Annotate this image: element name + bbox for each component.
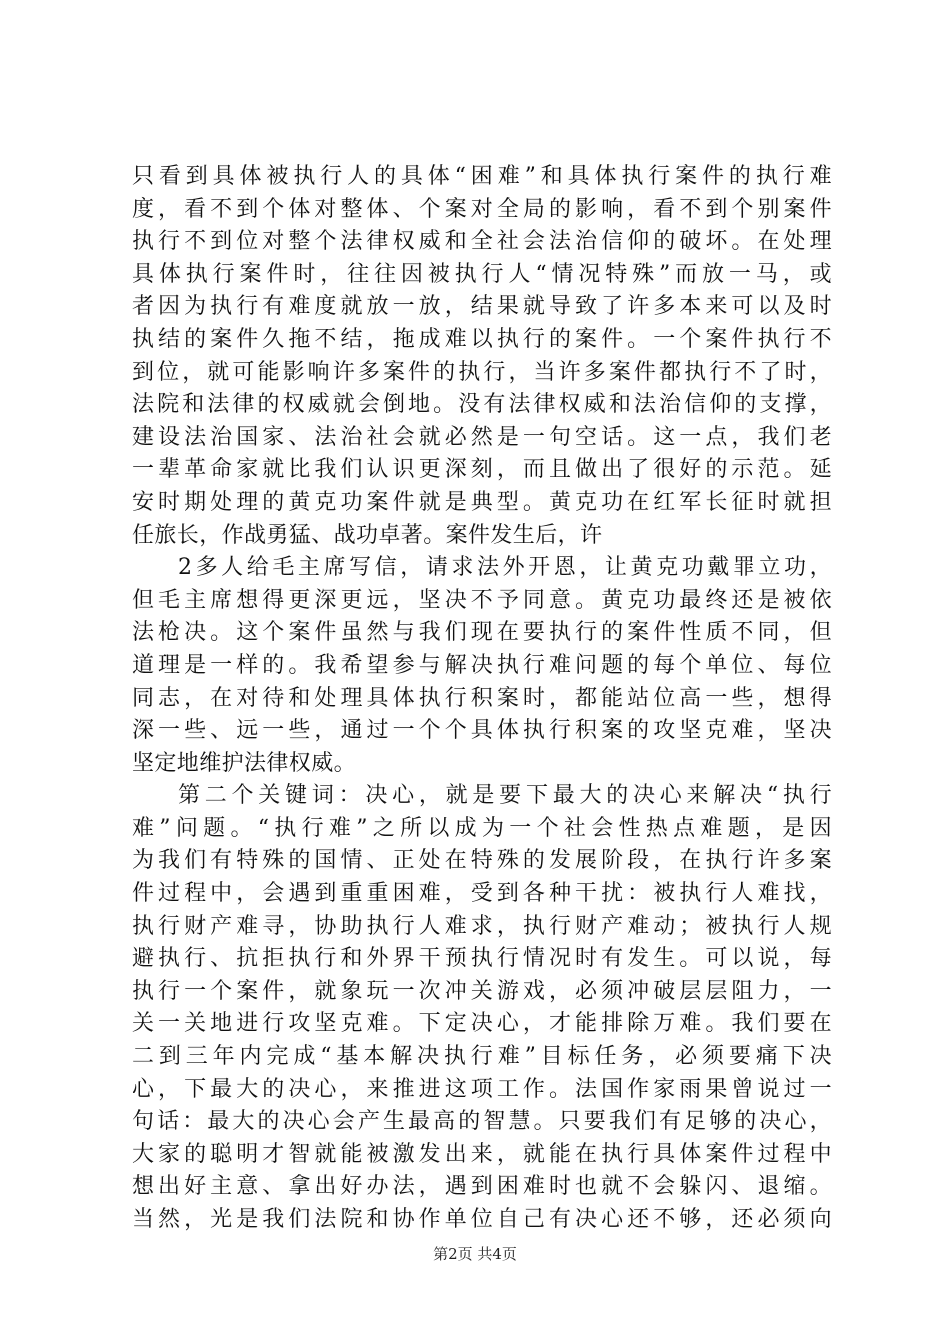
text-line: 任旅长，作战勇猛、战功卓著。案件发生后，许 bbox=[132, 522, 603, 548]
text-line: 第二个关键词：决心，就是要下最大的决心来解决“执行 bbox=[178, 783, 832, 809]
text-line: 大家的聪明才智就能被激发出来，就能在执行具体案件过程中 bbox=[132, 1141, 832, 1167]
text-line: 法枪决。这个案件虽然与我们现在要执行的案件性质不同，但 bbox=[132, 620, 832, 646]
text-line: 法院和法律的权威就会倒地。没有法律权威和法治信仰的支撑， bbox=[132, 392, 832, 418]
text-line: 具体执行案件时，往往因被执行人“情况特殊”而放一马，或 bbox=[132, 261, 832, 287]
text-line: 度，看不到个体对整体、个案对全局的影响，看不到个别案件 bbox=[132, 196, 832, 222]
text-line: 避执行、抗拒执行和外界干预执行情况时有发生。可以说，每 bbox=[132, 946, 832, 972]
text-line: 心，下最大的决心，来推进这项工作。法国作家雨果曾说过一 bbox=[132, 1076, 832, 1102]
text-line: 深一些、远一些，通过一个个具体执行积案的攻坚克难，坚决 bbox=[132, 718, 832, 744]
text-line: 执行财产难寻，协助执行人难求，执行财产难动；被执行人规 bbox=[132, 913, 832, 939]
text-line: 者因为执行有难度就放一放，结果就导致了许多本来可以及时 bbox=[132, 294, 832, 320]
text-line: 想出好主意、拿出好办法，遇到困难时也就不会躲闪、退缩。 bbox=[132, 1174, 832, 1200]
text-line: 2多人给毛主席写信，请求法外开恩，让黄克功戴罪立功， bbox=[178, 555, 832, 581]
text-line: 件过程中，会遇到重重困难，受到各种干扰：被执行人难找， bbox=[132, 881, 832, 907]
text-line: 但毛主席想得更深更远，坚决不予同意。黄克功最终还是被依 bbox=[132, 587, 832, 613]
text-line: 坚定地维护法律权威。 bbox=[132, 750, 357, 776]
text-line: 为我们有特殊的国情、正处在特殊的发展阶段，在执行许多案 bbox=[132, 848, 832, 874]
text-line: 执行一个案件，就象玩一次冲关游戏，必须冲破层层阻力，一 bbox=[132, 978, 832, 1004]
text-line: 道理是一样的。我希望参与解决执行难问题的每个单位、每位 bbox=[132, 652, 832, 678]
page-footer: 第2页 共4页 bbox=[433, 1245, 517, 1263]
text-line: 到位，就可能影响许多案件的执行，当许多案件都执行不了时， bbox=[132, 359, 832, 385]
text-line: 执行不到位对整个法律权威和全社会法治信仰的破坏。在处理 bbox=[132, 229, 832, 255]
text-line: 一辈革命家就比我们认识更深刻，而且做出了很好的示范。延 bbox=[132, 457, 832, 483]
text-line: 只看到具体被执行人的具体“困难”和具体执行案件的执行难 bbox=[132, 164, 832, 189]
text-line: 难”问题。“执行难”之所以成为一个社会性热点难题，是因 bbox=[132, 815, 832, 841]
text-line: 同志，在对待和处理具体执行积案时，都能站位高一些，想得 bbox=[132, 685, 832, 711]
text-line: 当然，光是我们法院和协作单位自己有决心还不够，还必须向 bbox=[132, 1207, 832, 1232]
text-line: 关一关地进行攻坚克难。下定决心，才能排除万难。我们要在 bbox=[132, 1011, 832, 1037]
body-text bbox=[132, 161, 832, 1237]
text-line: 句话：最大的决心会产生最高的智慧。只要我们有足够的决心， bbox=[132, 1109, 832, 1135]
text-line: 建设法治国家、法治社会就必然是一句空话。这一点，我们老 bbox=[132, 424, 832, 450]
text-line: 执结的案件久拖不结，拖成难以执行的案件。一个案件执行不 bbox=[132, 326, 832, 352]
text-line: 安时期处理的黄克功案件就是典型。黄克功在红军长征时就担 bbox=[132, 489, 832, 515]
text-line: 二到三年内完成“基本解决执行难”目标任务，必须要痛下决 bbox=[132, 1044, 832, 1070]
